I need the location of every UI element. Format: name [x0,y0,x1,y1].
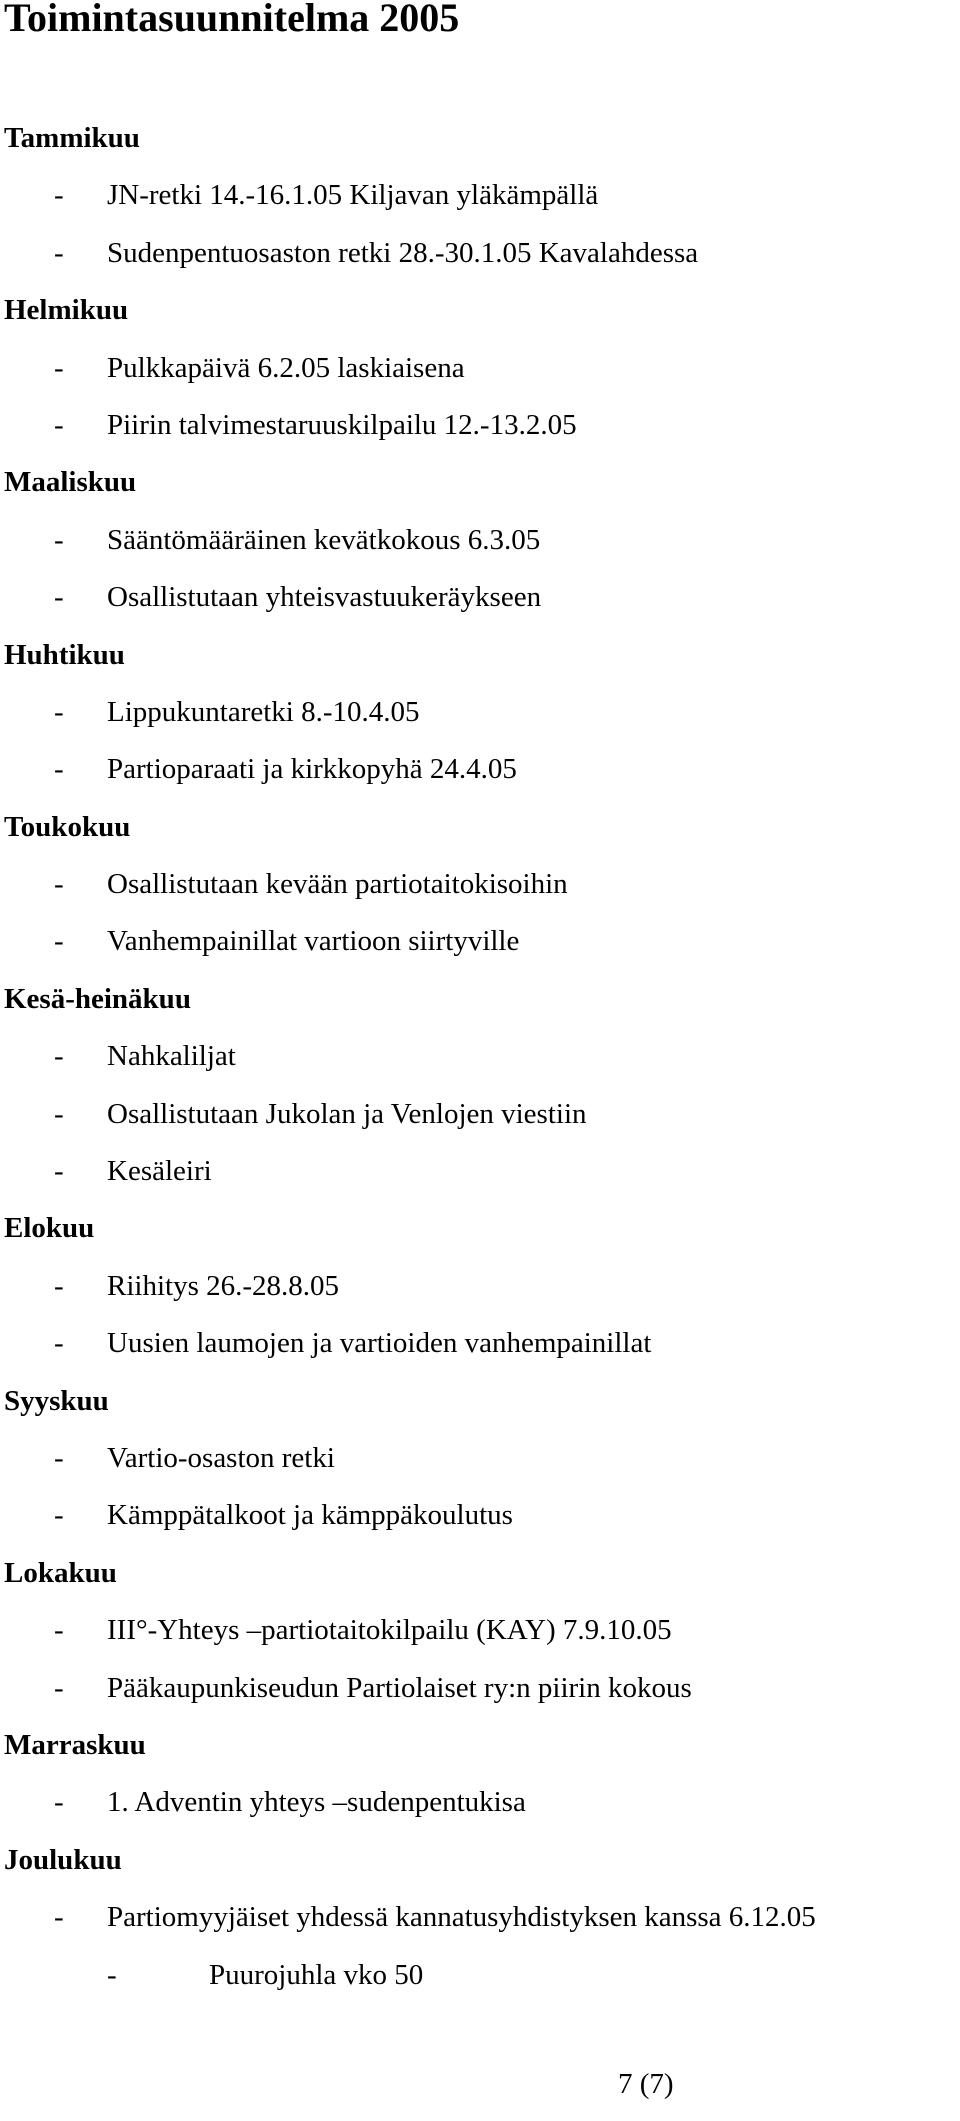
event-text: Partioparaati ja kirkkopyhä 24.4.05 [107,753,517,786]
bullet-dash: - [54,236,64,269]
event-item [0,1889,960,1946]
bullet-dash: - [54,1499,64,1532]
event-text: Piirin talvimestaruuskilpailu 12.-13.2.05 [107,408,577,441]
month-section [0,110,960,282]
event-text: Kämppätalkoot ja kämppäkoulutus [107,1499,513,1532]
event-list [0,1889,960,2004]
month-heading: Lokakuu [4,1556,117,1589]
bullet-dash: - [54,1269,64,1302]
month-heading: Helmikuu [4,294,129,327]
event-list [0,1028,960,1200]
event-text: Riihitys 26.-28.8.05 [107,1269,340,1302]
event-text: Vanhempainillat vartioon siirtyville [107,925,520,958]
bullet-dash: - [54,868,64,901]
event-item [0,1258,960,1315]
month-section [0,282,960,454]
bullet-dash: - [54,1901,64,1934]
event-text: Kesäleiri [107,1155,212,1188]
page-number: 7 (7) [618,2068,674,2100]
month-section [0,1200,960,1372]
month-heading: Syyskuu [4,1384,109,1417]
month-section [0,1832,960,2004]
month-heading: Marraskuu [4,1728,146,1761]
event-list [0,1430,960,1545]
event-list [0,1258,960,1373]
event-text: Osallistutaan kevään partiotaitokisoihin [107,868,568,901]
event-item [0,1143,960,1200]
month-heading: Maaliskuu [4,466,137,499]
event-text: Uusien laumojen ja vartioiden vanhempainillat [107,1327,652,1360]
event-list [0,512,960,627]
event-item [0,167,960,224]
event-list [0,1602,960,1717]
event-text: JN-retki 14.-16.1.05 Kiljavan yläkämpällä [107,179,599,212]
event-item [0,569,960,626]
event-item [0,856,960,913]
month-section [0,454,960,626]
event-text: Lippukuntaretki 8.-10.4.05 [107,695,420,728]
event-text: Osallistutaan yhteisvastuukeräykseen [107,581,542,614]
month-heading: Huhtikuu [4,638,125,671]
bullet-dash: - [54,1097,64,1130]
event-item [0,1947,960,2004]
event-item [0,1086,960,1143]
event-item [0,1774,960,1831]
event-item [0,340,960,397]
bullet-dash: - [54,925,64,958]
event-item [0,1487,960,1544]
event-list [0,684,960,799]
event-text: 1. Adventin yhteys –sudenpentukisa [107,1786,526,1819]
month-section [0,1373,960,1545]
month-section [0,1545,960,1717]
event-text: Nahkaliljat [107,1040,236,1073]
bullet-dash: - [54,1671,64,1704]
event-item [0,684,960,741]
bullet-dash: - [54,1441,64,1474]
event-item [0,1602,960,1659]
bullet-dash: - [54,1614,64,1647]
month-heading: Tammikuu [4,122,140,154]
event-list [0,340,960,455]
bullet-dash: - [54,1040,64,1073]
event-item [0,913,960,970]
month-heading: Toukokuu [4,810,131,843]
event-text: Osallistutaan Jukolan ja Venlojen viestiin [107,1097,587,1130]
event-list [0,1774,960,1831]
bullet-dash: - [54,1786,64,1819]
monthly-plan [0,110,960,2004]
bullet-dash: - [54,753,64,786]
event-text: Vartio-osaston retki [107,1441,335,1474]
month-section [0,627,960,799]
document-title: Toimintasuunnitelma 2005 [4,0,460,40]
event-text: Pääkaupunkiseudun Partiolaiset ry:n piirin kokous [107,1671,692,1704]
month-section [0,1717,960,1832]
month-section [0,971,960,1201]
event-text: III°-Yhteys –partiotaitokilpailu (KAY) 7.9.10.05 [107,1614,672,1647]
event-item [0,512,960,569]
bullet-dash: - [54,351,64,384]
bullet-dash: - [54,1327,64,1360]
event-text: Puurojuhla vko 50 [209,1958,424,1991]
bullet-dash: - [54,179,64,212]
bullet-dash: - [54,1155,64,1188]
bullet-dash: - [54,581,64,614]
month-heading: Joulukuu [4,1843,122,1876]
event-text: Sääntömääräinen kevätkokous 6.3.05 [107,523,541,556]
bullet-dash: - [107,1958,117,1991]
event-text: Partiomyyjäiset yhdessä kannatusyhdistyksen kanssa 6.12.05 [107,1901,816,1934]
event-item [0,1315,960,1372]
event-item [0,1028,960,1085]
month-heading: Kesä-heinäkuu [4,982,191,1015]
month-heading: Elokuu [4,1212,95,1245]
event-item [0,741,960,798]
event-list [0,167,960,282]
event-item [0,397,960,454]
event-item [0,225,960,282]
bullet-dash: - [54,523,64,556]
event-text: Pulkkapäivä 6.2.05 laskiaisena [107,351,465,384]
bullet-dash: - [54,408,64,441]
event-item [0,1660,960,1717]
event-list [0,856,960,971]
event-text: Sudenpentuosaston retki 28.-30.1.05 Kavalahdessa [107,236,699,269]
bullet-dash: - [54,695,64,728]
month-section [0,799,960,971]
event-item [0,1430,960,1487]
